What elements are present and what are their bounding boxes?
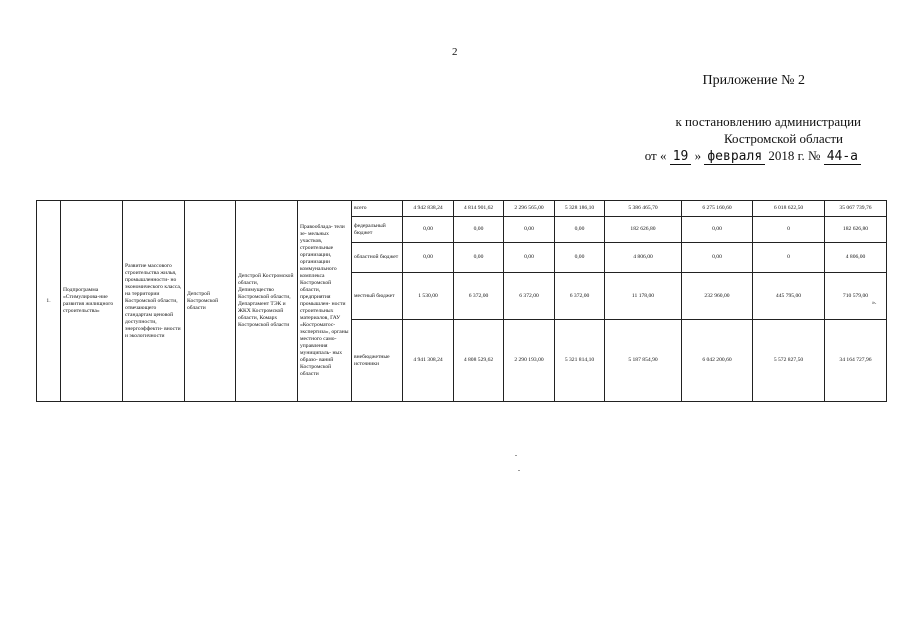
source-federal: федеральный бюджет: [352, 217, 403, 243]
page-number: 2: [452, 46, 458, 58]
cell: 0: [753, 217, 825, 243]
source-total: всего: [352, 201, 403, 217]
cell: 6 372,00: [504, 273, 555, 320]
closing-quote-mark: ».: [872, 300, 877, 306]
cell: 445 795,00: [753, 273, 825, 320]
source-extrabudgetary: внебюджетные источники: [352, 320, 403, 402]
cell: 4 814 901,62: [454, 201, 504, 217]
program-participants: Правооблада- тели зе- мельных участков, строительные организации, организации коммунального комплекса Костромской области, предприятия промышлен- ности строительных материалов, ГАУ «Костроматос- экспертиза», органы местного само- управления муниципаль- ных образо- ваний Костромской области: [298, 201, 352, 402]
cell: 182 626,80: [605, 217, 682, 243]
scan-speck: [515, 455, 517, 456]
cell: 4 942 838,24: [403, 201, 454, 217]
row-number: 1.: [37, 201, 61, 402]
cell: 0: [753, 243, 825, 273]
cell: 0,00: [682, 217, 753, 243]
cell: 0,00: [555, 217, 605, 243]
source-local: местный бюджет: [352, 273, 403, 320]
program-customer: Депстрой Костромской области: [185, 201, 236, 402]
cell: 4 941 308,24: [403, 320, 454, 402]
cell: 6 372,00: [454, 273, 504, 320]
cell: 4 808 529,62: [454, 320, 504, 402]
cell: 1 530,00: [403, 273, 454, 320]
scan-speck: [518, 470, 520, 471]
cell: 5 321 814,10: [555, 320, 605, 402]
cell: 11 178,00: [605, 273, 682, 320]
cell: 2 296 565,00: [504, 201, 555, 217]
cell: 0,00: [454, 243, 504, 273]
cell: 0,00: [403, 217, 454, 243]
cell: 0,00: [454, 217, 504, 243]
cell: 6 372,00: [555, 273, 605, 320]
program-goal: Развитие массового строительства жилья, промышленности- но экономического класса, на территории Костромской области, отвечающего стандартам ценовой доступности, энергоэффекти- вности и экологичности: [123, 201, 185, 402]
cell: 4 806,00: [605, 243, 682, 273]
date-day: 19: [670, 149, 692, 165]
cell: 6 275 160,60: [682, 201, 753, 217]
cell: 2 290 193,00: [504, 320, 555, 402]
cell: 6 042 200,60: [682, 320, 753, 402]
cell: 0,00: [403, 243, 454, 273]
source-regional: областной бюджет: [352, 243, 403, 273]
cell: 6 018 622,50: [753, 201, 825, 217]
cell: 0,00: [504, 243, 555, 273]
cell: 710 579,00: [825, 273, 887, 320]
funding-table: [36, 200, 887, 402]
date-year: 2018 г. №: [768, 148, 821, 163]
cell: 182 626,80: [825, 217, 887, 243]
cell: 0,00: [504, 217, 555, 243]
region-line: Костромской области: [723, 131, 843, 146]
cell: 35 067 739,76: [825, 201, 887, 217]
program-name: Подпрограмма «Стимулирова-ние развития жилищного строительства»: [61, 201, 123, 402]
table-row: [37, 201, 887, 217]
cell: 5 572 827,50: [753, 320, 825, 402]
program-executors: Депстрой Костромской области, Депимущество Костромской области, Департамент ТЭК и ЖКХ Костромской области, Комарх Костромской области: [236, 201, 298, 402]
date-month: февраля: [704, 149, 765, 165]
cell: 0,00: [682, 243, 753, 273]
date-line: [645, 148, 861, 164]
resolution-line: к постановлению администрации: [675, 114, 861, 129]
cell: 34 164 727,96: [825, 320, 887, 402]
cell: 4 806,00: [825, 243, 887, 273]
cell: 232 960,00: [682, 273, 753, 320]
cell: 5 328 186,10: [555, 201, 605, 217]
cell: 5 386 465,70: [605, 201, 682, 217]
date-mid: »: [694, 148, 702, 163]
date-prefix: от «: [644, 148, 667, 163]
cell: 0,00: [555, 243, 605, 273]
appendix-title: Приложение № 2: [702, 73, 805, 88]
cell: 5 187 854,90: [605, 320, 682, 402]
resolution-number: 44-а: [824, 149, 861, 165]
